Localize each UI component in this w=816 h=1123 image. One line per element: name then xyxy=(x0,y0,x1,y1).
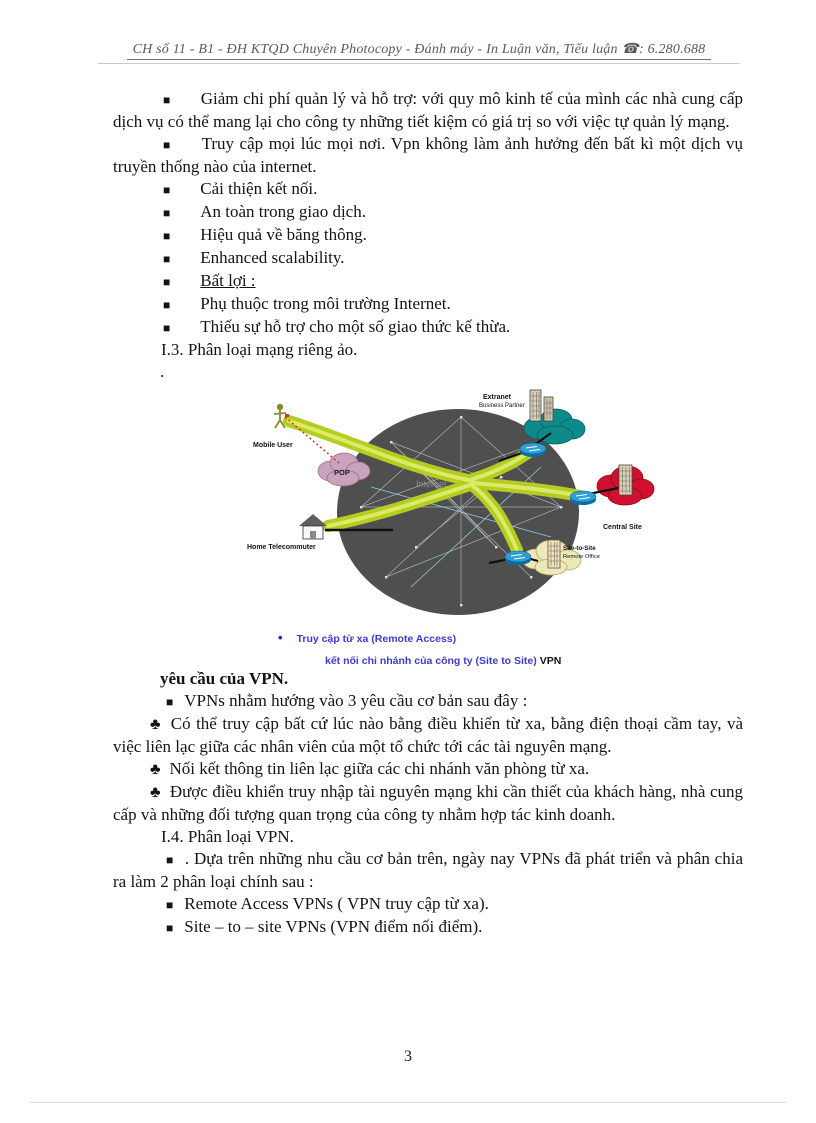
site-router-icon xyxy=(505,551,531,565)
bullet-item xyxy=(113,133,743,178)
club-text: Nối kết thông tin liên lạc giữa các chi nhánh văn phòng từ xa. xyxy=(169,759,590,778)
page-header xyxy=(98,40,740,60)
club-item xyxy=(113,758,743,781)
bullet-text: . Dựa trên những nhu cầu cơ bản trên, ngày nay VPNs đã phát triển và phân chia ra làm 2 phân loại chính sau : xyxy=(113,849,743,891)
bullet-item xyxy=(113,293,743,316)
square-bullet-icon: ■ xyxy=(166,695,174,709)
site-label-line1: Site-to-Site xyxy=(563,545,596,552)
bullet-item xyxy=(113,224,743,247)
square-bullet-icon: ■ xyxy=(163,229,171,243)
square-bullet-icon: ■ xyxy=(163,252,171,266)
bullet-item xyxy=(113,88,743,133)
bullet-item xyxy=(113,316,743,339)
club-item xyxy=(113,781,743,826)
bullet-text: Hiệu quả về băng thông. xyxy=(200,225,367,244)
section-heading-i3: I.3. Phân loại mạng riêng ảo. xyxy=(161,340,358,359)
page-number: 3 xyxy=(404,1048,412,1065)
diagram-caption-site-row xyxy=(325,655,743,668)
bullet-text: Bất lợi : xyxy=(200,271,256,290)
section-heading-requirements: yêu cầu của VPN. xyxy=(160,669,289,688)
header-text: CH số 11 - B1 - ĐH KTQD Chuyên Photocopy - Đánh máy - In Luận văn, Tiểu luận ☎: 6.280.688 xyxy=(127,41,712,60)
square-bullet-icon: ■ xyxy=(163,298,171,312)
bullet-item xyxy=(113,690,743,713)
square-bullet-icon: ■ xyxy=(166,921,174,935)
bullet-item xyxy=(113,201,743,224)
bullet-item xyxy=(113,247,743,270)
extranet-label-line1: Extranet xyxy=(483,394,512,401)
bullet-text: Remote Access VPNs ( VPN truy cập từ xa). xyxy=(184,894,489,913)
square-bullet-icon: ■ xyxy=(163,183,171,197)
stray-dot: . xyxy=(160,362,165,381)
bullet-text: Thiếu sự hỗ trợ cho một số giao thức kế thừa. xyxy=(200,317,511,336)
caption-site-text: kết nối chi nhánh của công ty (Site to Site) xyxy=(325,655,537,667)
bottom-rule xyxy=(30,1102,786,1103)
caption-remote-text: Truy cập từ xa (Remote Access) xyxy=(296,633,457,645)
bullet-text: An toàn trong giao dịch. xyxy=(200,202,366,221)
section-heading-i4: I.4. Phân loại VPN. xyxy=(161,827,294,846)
bullet-item xyxy=(113,848,743,893)
document-body xyxy=(113,88,743,939)
bullet-item xyxy=(113,270,743,293)
square-bullet-icon: ■ xyxy=(166,898,174,912)
vpn-diagram-svg xyxy=(231,387,671,622)
bullet-text: VPNs nhằm hướng vào 3 yêu cầu cơ bản sau đây : xyxy=(184,691,528,710)
bullet-item xyxy=(113,178,743,201)
club-bullet-icon: ♣ xyxy=(150,761,161,778)
diagram-caption-remote-row xyxy=(278,631,743,646)
caption-site-suffix: VPN xyxy=(539,655,562,667)
pop-label: POP xyxy=(334,468,350,477)
header-rule xyxy=(98,63,740,64)
square-bullet-icon: ■ xyxy=(163,138,172,152)
bullet-text: Site – to – site VPNs (VPN điểm nối điểm). xyxy=(184,917,483,936)
bullet-text: Truy cập mọi lúc mọi nơi. Vpn không làm ảnh hưởng đến bất kì một dịch vụ truyền thống nào của internet. xyxy=(113,134,744,176)
bullet-text: Cải thiện kết nối. xyxy=(200,179,318,198)
bullet-text: Phụ thuộc trong môi trường Internet. xyxy=(200,294,451,313)
mobile-user-label: Mobile User xyxy=(253,442,293,449)
home-label: Home Telecommuter xyxy=(247,544,316,551)
central-building-icon xyxy=(619,465,632,495)
site-label-line2: Remote Office xyxy=(563,554,600,560)
site-building-icon xyxy=(548,540,560,568)
caption-bullet-icon: • xyxy=(278,630,283,645)
club-bullet-icon: ♣ xyxy=(150,784,161,801)
club-bullet-icon: ♣ xyxy=(150,716,162,733)
square-bullet-icon: ■ xyxy=(163,206,171,220)
square-bullet-icon: ■ xyxy=(166,853,174,867)
central-site-label: Central Site xyxy=(603,524,642,531)
internet-label: Internet xyxy=(416,479,447,489)
square-bullet-icon: ■ xyxy=(163,93,171,107)
vpn-diagram xyxy=(113,387,743,668)
club-text: Có thể truy cập bất cứ lúc nào bằng điều khiển từ xa, bằng điện thoại cầm tay, và việc liên lạc giữa các nhân viên của một tổ chức tới các tài nguyên mạng. xyxy=(113,714,743,756)
square-bullet-icon: ■ xyxy=(163,275,171,289)
club-text: Được điều khiển truy nhập tài nguyên mạng khi cần thiết của khách hàng, nhà cung cấp và những đối tượng quan trọng của công ty nhằm hợp tác kinh doanh. xyxy=(113,782,743,824)
extranet-router-icon xyxy=(520,443,546,457)
club-item xyxy=(113,713,743,758)
central-router-icon xyxy=(570,491,596,505)
square-bullet-icon: ■ xyxy=(163,321,171,335)
bullet-item xyxy=(113,893,743,916)
bullet-item xyxy=(113,916,743,939)
bullet-text: Enhanced scalability. xyxy=(200,248,345,267)
home-icon xyxy=(299,514,327,539)
bullet-text: Giảm chi phí quản lý và hỗ trợ: với quy mô kinh tế của mình các nhà cung cấp dịch vụ có thể mang lại cho công ty những tiết kiệm có giá trị so với việc tự quản lý mạng. xyxy=(113,89,743,131)
extranet-label-line2: Business Partner xyxy=(479,403,525,409)
